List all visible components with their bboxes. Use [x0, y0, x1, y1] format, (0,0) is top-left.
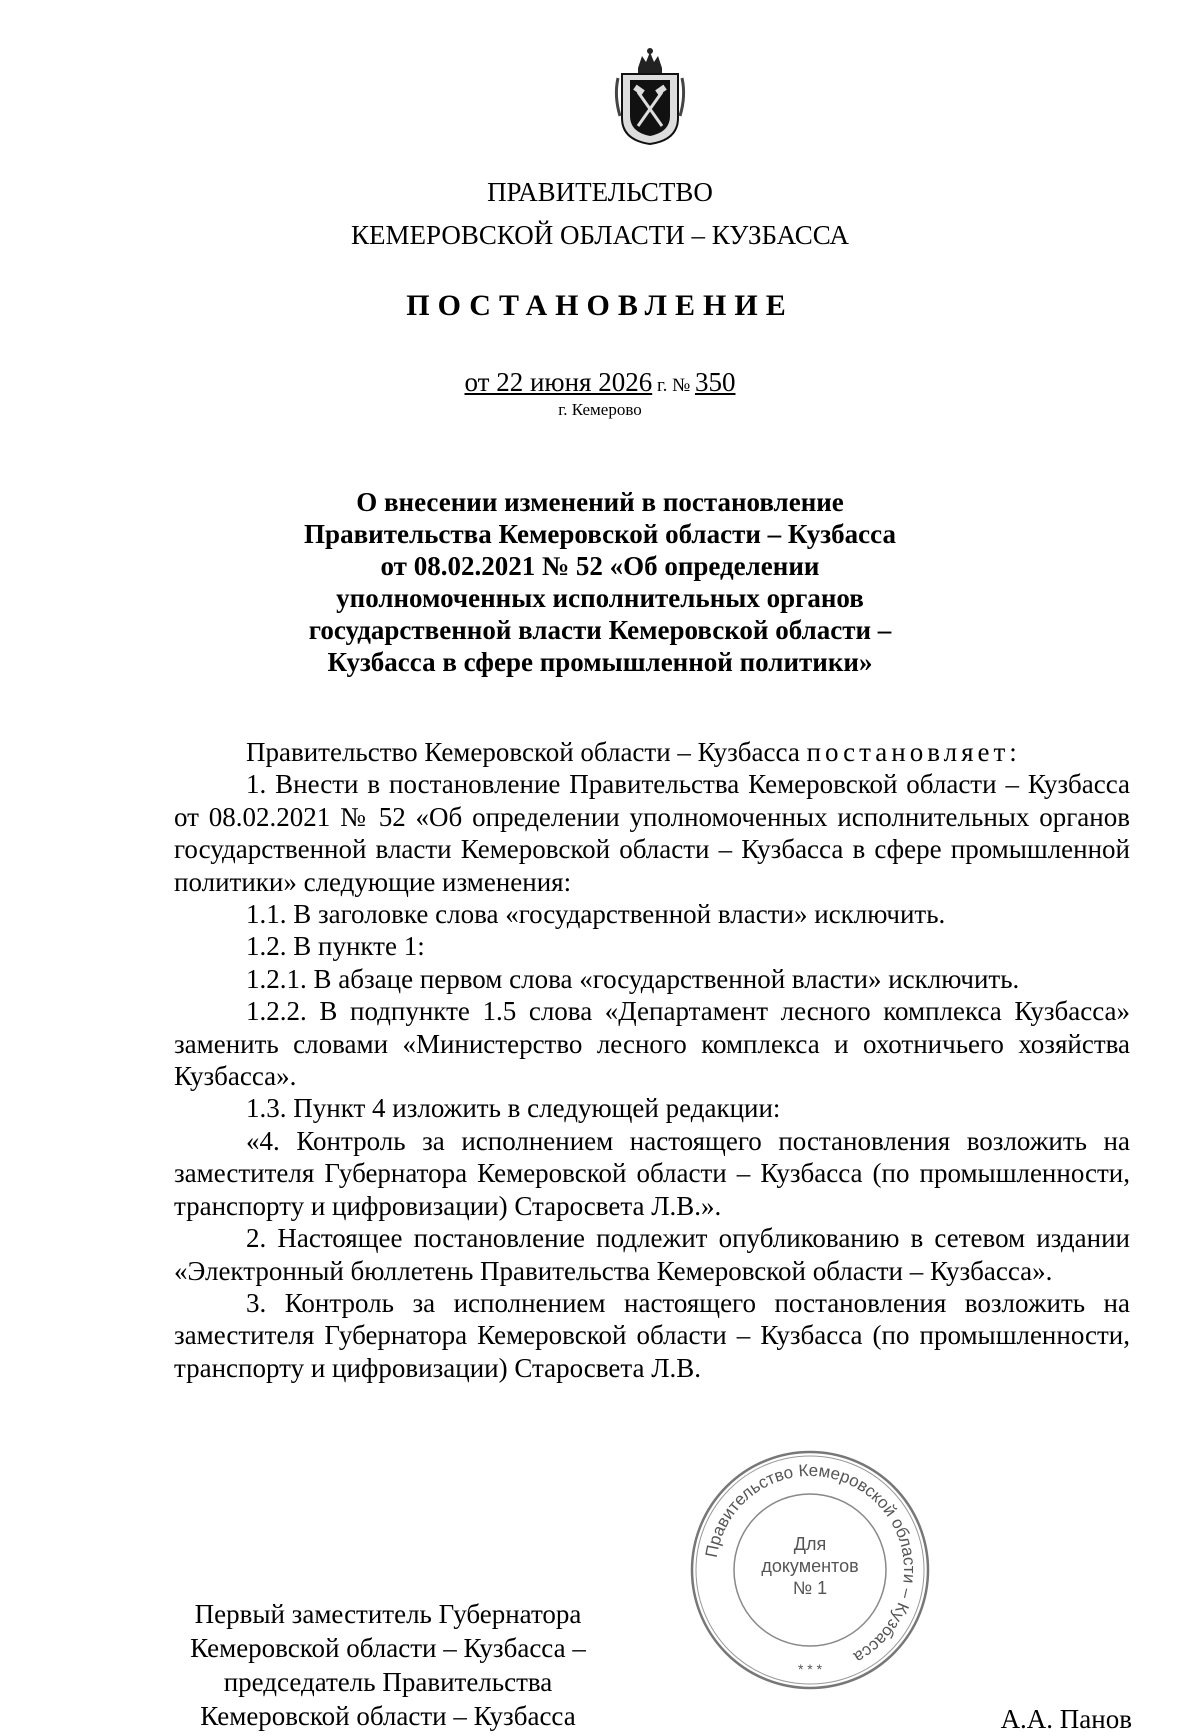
org-name-line1: ПРАВИТЕЛЬСТВО [487, 177, 713, 207]
body-paragraph: «4. Контроль за исполнением настоящего постановления возложить на заместителя Губернатора Кемеровской области – Кузбасса (по промышленности, транспорту и цифровизации) Старосвета Л.В.». [174, 1125, 1130, 1221]
seal-stamp [688, 1448, 932, 1692]
body-paragraph: 3. Контроль за исполнением настоящего постановления возложить на заместителя Губернатора Кемеровской области – Кузбасса (по промышленности, транспорту и цифровизации) Старосвета Л.В. [174, 1287, 1130, 1383]
stamp-center-line1: Для [793, 1534, 827, 1554]
title-line: от 08.02.2021 № 52 «Об определении [380, 551, 820, 581]
intro-spaced-word: постановляет: [806, 737, 1021, 767]
body-paragraph: 1.1. В заголовке слова «государственной власти» исключить. [246, 899, 946, 930]
document-date: от 22 июня 2026 [464, 367, 653, 397]
position-line: Кемеровской области – Кузбасса [200, 1701, 576, 1731]
title-line: О внесении изменений в постановление [356, 487, 844, 517]
body-paragraph: 1.2.1. В абзаце первом слова «государственной власти» исключить. [246, 963, 1020, 994]
document-type: ПОСТАНОВЛЕНИЕ [406, 289, 794, 322]
document-number: 350 [694, 367, 736, 397]
body-paragraph: 1.2. В пункте 1: [246, 931, 425, 962]
signatory-position [170, 1597, 606, 1733]
stamp-ring-text: Правительство Кемеровской области – Кузбасса [701, 1460, 920, 1667]
intro-text: Правительство Кемеровской области – Кузбасса [246, 737, 807, 767]
body-paragraph: 1. Внести в постановление Правительства Кемеровской области – Кузбасса от 08.02.2021 № 52 «Об определении уполномоченных исполнительных органов государственной власти Кемеровской области – Кузбасса в сфере промышленной политики» следующие изменения: [174, 769, 1130, 897]
document-title [260, 486, 940, 678]
number-label: г. № [652, 375, 695, 396]
position-line: председатель Правительства [223, 1667, 553, 1697]
title-line: Кузбасса в сфере промышленной политики» [327, 647, 873, 677]
date-number-line [0, 366, 1200, 402]
body-paragraph: 1.2.2. В подпункте 1.5 слова «Департамент лесного комплекса Кузбасса» заменить словами «Министерство лесного комплекса и охотничьего хозяйства Кузбасса». [174, 996, 1130, 1092]
stamp-center-line3: № 1 [792, 1578, 828, 1598]
city: г. Кемерово [558, 400, 642, 419]
title-line: уполномоченных исполнительных органов [336, 583, 864, 613]
body-paragraph: 2. Настоящее постановление подлежит опубликованию в сетевом издании «Электронный бюллетень Правительства Кемеровской области – Кузбасса». [174, 1223, 1130, 1286]
title-line: государственной власти Кемеровской области – [308, 615, 892, 645]
intro-paragraph [174, 736, 1130, 768]
document-body [174, 736, 1130, 1384]
position-line: Кемеровской области – Кузбасса – [190, 1633, 586, 1663]
body-paragraph: 1.3. Пункт 4 изложить в следующей редакции: [246, 1093, 781, 1124]
signatory-name: А.А. Панов [1000, 1704, 1132, 1734]
coat-of-arms-icon [612, 46, 688, 146]
org-name-line2: КЕМЕРОВСКОЙ ОБЛАСТИ – КУЗБАССА [351, 220, 849, 250]
title-line: Правительства Кемеровской области – Кузбасса [304, 519, 896, 549]
stamp-center-line2: документов [761, 1556, 859, 1576]
stamp-stars: * * * [797, 1661, 823, 1677]
position-line: Первый заместитель Губернатора [194, 1599, 582, 1629]
